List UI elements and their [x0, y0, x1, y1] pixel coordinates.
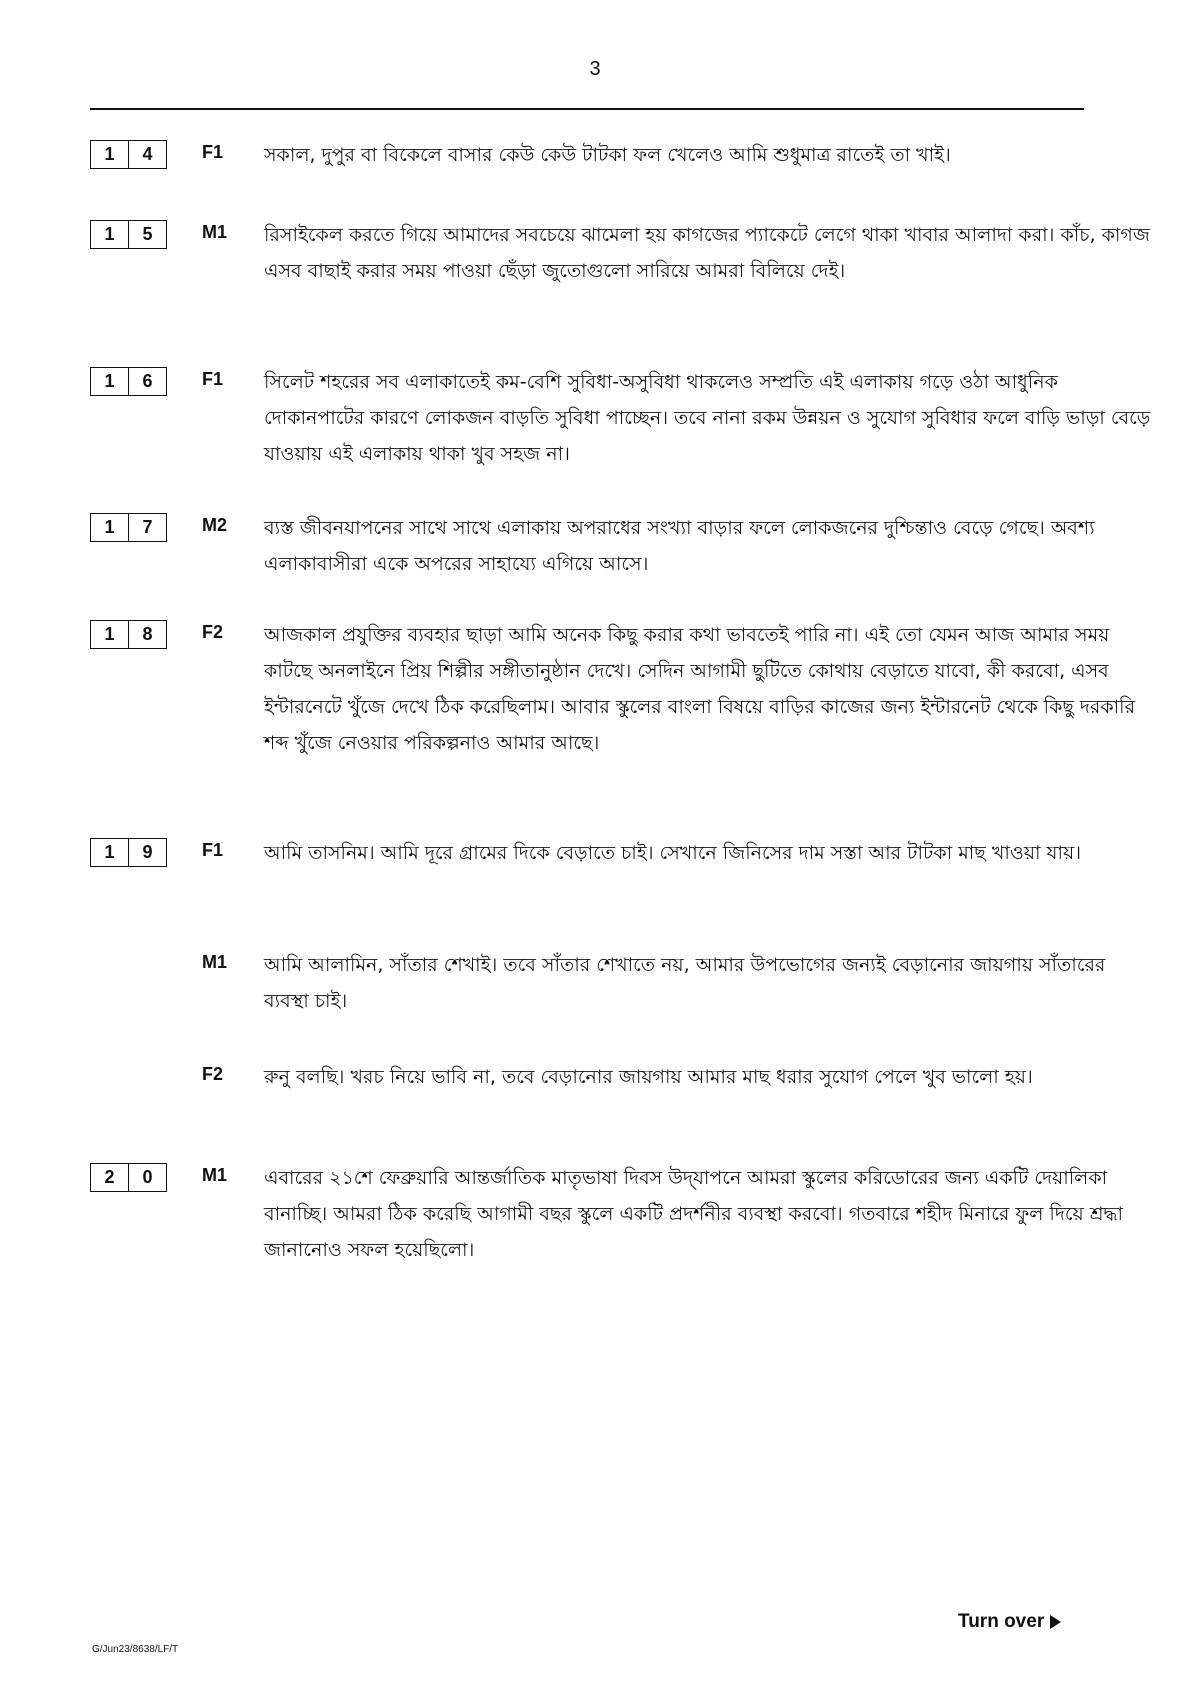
- right-arrow-icon: [1050, 1615, 1061, 1629]
- page-number: 3: [589, 58, 601, 80]
- speaker-label: M1: [202, 222, 228, 242]
- speech-text: আজকাল প্রযুক্তির ব্যবহার ছাড়া আমি অনেক কিছু করার কথা ভাবতেই পারি না। এই তো যেমন আজ আমার সময় কাটছে অনলাইনে প্রিয় শিল্পীর সঙ্গীতানুষ্ঠান দেখে। সেদিন আগামী ছুটিতে কোথায় বেড়াতে যাবো, কী করবো, এসব ইন্টারনেটে খুঁজে দেখে ঠিক করেছিলাম। আবার স্কুলের বাংলা বিষয়ে বাড়ির কাজের জন্য ইন্টারনেট থেকে কিছু দরকারি শব্দ খুঁজে নেওয়ার পরিকল্পনাও আমার আছে।: [264, 624, 1136, 754]
- question-digit: 1: [104, 224, 115, 244]
- speaker-label: F1: [202, 142, 224, 162]
- question-digit: 0: [128, 1164, 166, 1191]
- question-number-box: [90, 140, 167, 169]
- question-digit: 1: [104, 371, 115, 391]
- question-digit: 1: [104, 624, 115, 644]
- speech-text: আমি আলামিন, সাঁতার শেখাই। তবে সাঁতার শেখাতে নয়, আমার উপভোগের জন্যই বেড়ানোর জায়গায় সাঁতারের ব্যবস্থা চাই।: [264, 954, 1106, 1012]
- speech-text: এবারের ২১শে ফেব্রুয়ারি আন্তর্জাতিক মাতৃভাষা দিবস উদ্‌যাপনে আমরা স্কুলের করিডোরের জন্য একটি দেয়ালিকা বানাচ্ছি। আমরা ঠিক করেছি আগামী বছর স্কুলে একটি প্রদর্শনীর ব্যবস্থা করবো। গতবারে শহীদ মিনারে ফুল দিয়ে শ্রদ্ধা জানানোও সফল হয়েছিলো।: [264, 1167, 1123, 1261]
- speaker-label: F1: [202, 840, 224, 860]
- question-number-box: [90, 1163, 167, 1192]
- speech-text: আমি তাসনিম। আমি দূরে গ্রামের দিকে বেড়াতে চাই। সেখানে জিনিসের দাম সস্তা আর টাটকা মাছ খাওয়া যায়।: [264, 842, 1081, 864]
- question-number-box: [90, 513, 167, 542]
- speaker-label: F2: [202, 622, 224, 642]
- speaker-label: M1: [202, 952, 228, 972]
- question-digit: 1: [104, 842, 115, 862]
- turn-over-text: Turn over: [958, 1611, 1045, 1632]
- question-digit: 5: [128, 221, 166, 248]
- speech-text: সিলেট শহরের সব এলাকাতেই কম-বেশি সুবিধা-অসুবিধা থাকলেও সম্প্রতি এই এলাকায় গড়ে ওঠা আধুনিক দোকানপাটের কারণে লোকজন বাড়তি সুবিধা পাচ্ছেন। তবে নানা রকম উন্নয়ন ও সুযোগ সুবিধার ফলে বাড়ি ভাড়া বেড়ে যাওয়ায় এই এলাকায় থাকা খুব সহজ না।: [264, 371, 1151, 465]
- question-digit: 9: [128, 839, 166, 866]
- question-number-box: [90, 367, 167, 396]
- speech-text: ব্যস্ত জীবনযাপনের সাথে সাথে এলাকায় অপরাধের সংখ্যা বাড়ার ফলে লোকজনের দুশ্চিন্তাও বেড়ে গেছে। অবশ্য এলাকাবাসীরা একে অপরের সাহায্যে এগিয়ে আসে।: [264, 517, 1095, 575]
- speaker-label: F1: [202, 369, 224, 389]
- footer-code: G/Jun23/8638/LF/T: [92, 1644, 179, 1655]
- question-digit: 1: [104, 144, 115, 164]
- speaker-label: M2: [202, 515, 228, 535]
- speech-text: রুনু বলছি। খরচ নিয়ে ভাবি না, তবে বেড়ানোর জায়গায় আমার মাছ ধরার সুযোগ পেলে খুব ভালো হয়।: [264, 1066, 1033, 1088]
- question-number-box: [90, 220, 167, 249]
- question-digit: 8: [128, 621, 166, 648]
- question-digit: 2: [104, 1167, 115, 1187]
- question-digit: 7: [128, 514, 166, 541]
- speaker-label: M1: [202, 1165, 228, 1185]
- speech-text: সকাল, দুপুর বা বিকেলে বাসার কেউ কেউ টাটকা ফল খেলেও আমি শুধুমাত্র রাতেই তা খাই।: [264, 144, 951, 166]
- question-number-box: [90, 838, 167, 867]
- question-digit: 1: [104, 517, 115, 537]
- turn-over-label: [958, 1611, 1061, 1633]
- speech-text: রিসাইকেল করতে গিয়ে আমাদের সবচেয়ে ঝামেলা হয় কাগজের প্যাকেটে লেগে থাকা খাবার আলাদা করা। কাঁচ, কাগজ এসব বাছাই করার সময় পাওয়া ছেঁড়া জুতোগুলো সারিয়ে আমরা বিলিয়ে দেই।: [264, 224, 1150, 282]
- question-digit: 4: [128, 141, 166, 168]
- speaker-label: F2: [202, 1064, 224, 1084]
- question-digit: 6: [128, 368, 166, 395]
- header-rule: [90, 108, 1084, 110]
- question-number-box: [90, 620, 167, 649]
